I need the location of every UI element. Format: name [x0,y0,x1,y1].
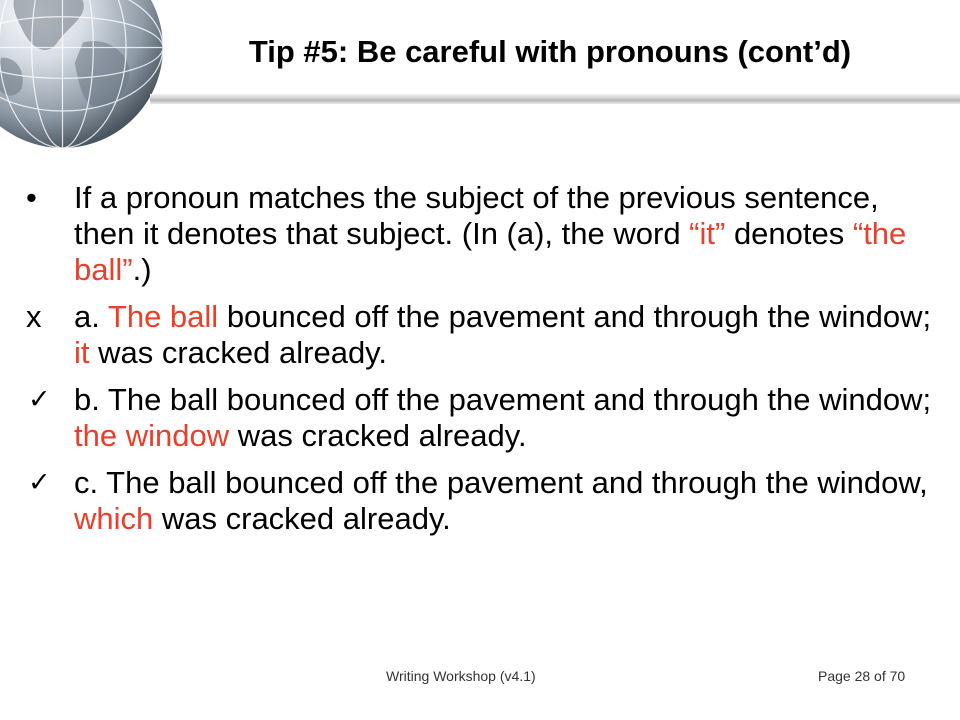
example-text-highlight: which [74,501,154,536]
example-text-segment: c. The ball bounced off the pavement and through the window, [74,465,928,500]
example-b [26,382,942,454]
example-text-segment: b. The ball bounced off the pavement and through the window; [74,382,932,417]
globe-icon [0,0,165,150]
example-text-highlight: it [74,335,90,370]
example-a [26,299,942,371]
example-text-highlight: the window [74,418,230,453]
slide-title: Tip #5: Be careful with pronouns (cont’d) [248,34,852,69]
checkmark-icon: ✓ [28,467,51,498]
example-text-highlight: The ball [107,299,219,334]
slide-body [26,180,942,548]
example-text-segment: a. [74,299,108,334]
footer-title: Writing Workshop (v4.1) [386,668,536,684]
bullet-text-highlight: “the ball” [74,216,907,287]
bullet-intro [26,180,942,288]
example-c [26,465,942,537]
bullet-text-segment: .) [132,252,152,287]
bullet-icon: • [26,180,37,215]
title-divider [150,94,960,104]
bullet-text-segment: If a pronoun matches the subject of the previous sentence, then it denotes that subject. (In (a), the word [74,180,879,251]
bullet-text-segment: denotes [725,216,853,251]
example-text-segment: was cracked already. [89,335,387,370]
example-text-segment: was cracked already. [153,501,451,536]
x-mark-icon: x [26,299,42,334]
example-text-segment: was cracked already. [229,418,527,453]
checkmark-icon: ✓ [28,384,51,415]
page-number: Page 28 of 70 [818,668,906,684]
example-text-segment: bounced off the pavement and through the window; [218,299,932,334]
bullet-text-highlight: “it” [689,216,726,251]
